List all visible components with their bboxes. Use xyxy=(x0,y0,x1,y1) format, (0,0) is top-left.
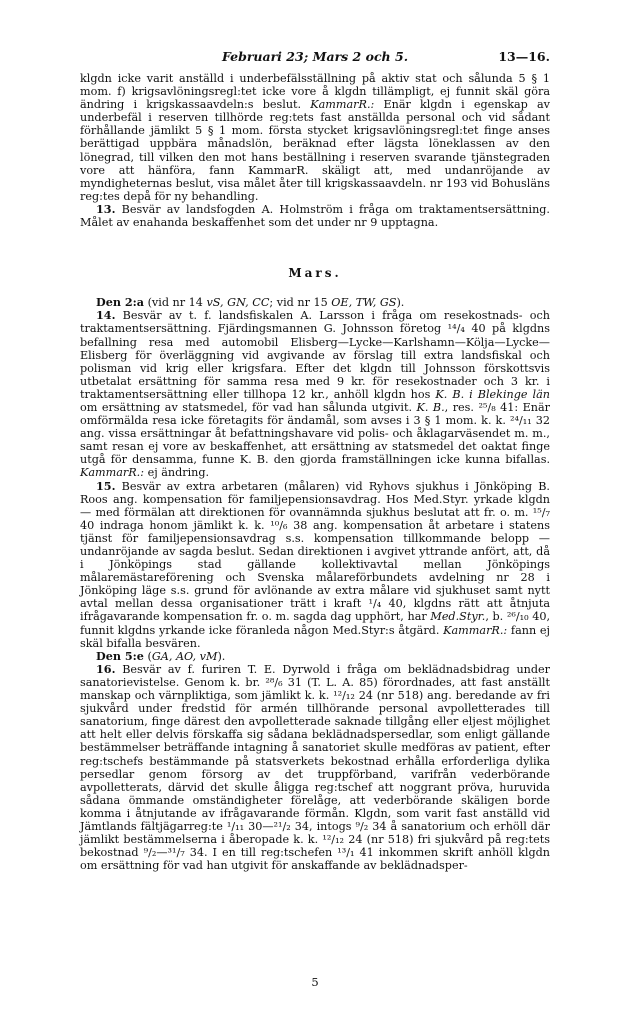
item-number: 14. xyxy=(96,308,116,323)
text-run: , b. xyxy=(485,610,507,624)
text-run: (vid nr 14 xyxy=(144,296,207,310)
kammar-label: KammarR.: xyxy=(80,466,145,480)
date-fraction: ¹/₁₁ 30—²¹/₂ 34 xyxy=(226,819,310,833)
date-fraction: ²⁶/₁₀ 40 xyxy=(506,610,547,624)
text-run: fann ej skäl bifalla besvären. xyxy=(80,623,550,650)
date-fraction: ¹²/₁₂ 24 xyxy=(333,689,373,703)
text-run: klgdn icke varit anställd i underbefälsställning på aktiv stat och sålunda 5 § 1 mom. f) krigsavlöningsregl:tet icke vore å klgdn tillämpligt, ej funnit skäl göra ändring i krigskassaavdeln:s beslut. xyxy=(80,72,550,112)
continuation-paragraph xyxy=(80,72,550,203)
date-label: Den 2:a xyxy=(96,295,145,310)
date-fraction: ²⁴/₁₁ 32 xyxy=(509,414,550,428)
text-run: på klgdns befallning resa med automobil Elisberg—Lycke—Karlshamn—Kölja—Lycke—Elisberg för överläggning vid avgivande av förslag till extra landsfiskal och polisman vid krig eller krigsfara. Efter det klgdn till Johnsson förskottsvis utbetalat ersättning för samma resa med 9 kr. för resekostnader och 3 kr. i traktamentsersättning eller tillhopa 12 kr., anhöll klgdn hos xyxy=(80,322,551,401)
authority-name: K. B. xyxy=(416,400,445,414)
text-run: , intogs xyxy=(309,819,356,833)
authority-name: Med.Styr. xyxy=(430,610,486,624)
text-run: Enär klgdn i egenskap av underbefäl i reserven tillhörde reg:tets fast anställda personal och vid sådant förhållande jämlikt 5 § 1 mom. första stycket krigsavlöningsregl:tet finge anses berättigad uppbära månadslön, beräknad efter lägsta löneklassen av den lönegrad, till vilken den mot hans beställning i reserven svarande tjänstegraden vore att hänföra, fann KammarR. skäligt att, med undanröjande av myndigheternas beslut, visa målet åter till krigskassaavdeln. nr 193 vid Bohusläns reg:tes depå för ny behandling. xyxy=(80,98,550,203)
date-fraction: ⁹/₂ 34 xyxy=(355,819,387,833)
date-fraction: ¹⁵/₇ 40 xyxy=(80,505,550,532)
text-run: Besvär av extra arbetaren (målaren) vid Ryhovs sjukhus i Jönköping B. Roos ang. kompensation för familjepensionsavdrag. Hos Med.Styr. yrkade klgdn — med förmälan att direktionen för ovannämnda sjukhus beslutat att fr. o. m. xyxy=(80,479,550,519)
text-run: Besvär av landsfogden A. Holmström i fråga om traktamentsersättning. Målet av enahanda beskaffenhet som det under nr 9 upptagna. xyxy=(80,202,550,230)
date-fraction: ⁹/₂—³¹/₇ 34 xyxy=(143,846,204,860)
page-number: 5 xyxy=(311,975,319,989)
date-fraction: ¹²/₁₂ 24 xyxy=(322,833,363,847)
text-run: , funnit klgdns yrkande icke föranleda någon Med.Styr:s åtgärd. xyxy=(80,610,550,637)
date-fraction: ¹/₄ 40 xyxy=(368,597,403,611)
text-run: ( xyxy=(143,649,152,663)
text-run: : Enär omförmälda resa icke företagits för ändamål, som avses i 3 § 1 mom. k. k. xyxy=(80,400,551,428)
members-list: vS, GN, CC xyxy=(206,296,270,310)
text-run: ang. vissa ersättningar åt befattningshavare vid polis- och åklagarväsendet m. m., samt resan ej vore av beskaffenhet, att ersättning av statsmedel det oaktat finge utgå för densamma, funne K. B. den gjorda framställningen icke kunna bifallas. xyxy=(80,427,550,467)
members-list: OE, TW, GS xyxy=(331,296,397,310)
text-run: ang. kompensation åt arbetare i statens tjänst för familjepensionsavdrag s.s. kompensation tillkommande belopp — undanröjande av sagda beslut. Sedan direktionen i avgivet yttrande anfört, att, då i Jönköpings stad gällande kollektivavtal mellan Jönköpings målaremästareförening och Svenska målareförbundets avdelning nr 28 i Jönköping läge s.s. grund för avlönande av extra målare vid sjukhuset samt nytt avtal mellan dessa organisationer trätt i kraft xyxy=(80,518,550,611)
item-13 xyxy=(80,203,550,229)
header-page-range: 13—16. xyxy=(498,49,550,64)
text-run: å sanatorium och erhöll där jämlikt bestämmelserna i åberopade k. k. xyxy=(80,819,550,847)
text-run: Besvär av f. furiren T. E. Dyrwold i fråga om beklädnadsbidrag under sanatorievistelse. Genom k. br. xyxy=(80,662,550,689)
date-fraction: ²⁸/₆ 31 xyxy=(265,675,302,689)
item-16 xyxy=(80,663,550,873)
date-fraction: ¹⁰/₆ 38 xyxy=(270,518,308,532)
date-heading-2 xyxy=(80,296,550,309)
authority-name: K. B. i Blekinge län xyxy=(435,387,550,401)
text-run: om ersättning av statsmedel, för vad han sålunda utgivit. xyxy=(80,400,417,414)
date-fraction: ¹⁴/₄ 40 xyxy=(447,322,486,336)
running-header xyxy=(80,50,550,72)
text-run: Besvär av t. f. landsfiskalen A. Larsson i fråga om resekostnads- och traktamentsersättning. Fjärdingsmannen G. Johnsson företog xyxy=(80,309,550,336)
item-number: 15. xyxy=(96,478,116,493)
text-run: ej ändring. xyxy=(144,466,210,480)
text-run: (nr 518) ang. beredande av fri sjukvård under fredstid för armén tillhörande personal avpolletterades till sanatorium, finge därest den avpolletterade saknade tillgång eller eljest möjlighet att helt eller delvis förskaffa sig sådana beklädnadspersedlar, som enligt gällande bestämmelser beträffande intagning å sanatoriet skulle medföras av patient, efter reg:tschefs bestämmande på statsverkets bekostnad erhålla erforderliga dylika persedlar genom försorg av det truppförband, varifrån vederbörande avpolletterats, därvid det skulle åligga reg:tschef att noggrant pröva, huruvida sådana ömmande omständigheter förelåge, att vederbörande skäligen borde komma i åtnjutande av ifrågavarande förmån. Klgdn, som varit fast anställd vid Jämtlands fältjägarreg:te xyxy=(80,689,550,833)
text-run: (T. L. A. 85) förordnades, att fast anställt manskap och värnpliktiga, som jämlikt k. k. xyxy=(80,675,551,703)
date-fraction: ¹³/₁ 41 xyxy=(337,846,374,860)
text-run: (nr 518) fri sjukvård på reg:tets bekostnad xyxy=(80,833,550,860)
date-label: Den 5:e xyxy=(96,648,144,663)
members-list: GA, AO, vM xyxy=(151,649,218,663)
text-run: ). xyxy=(396,296,405,310)
header-title: Februari 23; Mars 2 och 5. xyxy=(221,49,409,64)
date-fraction: ²⁵/₈ 41 xyxy=(478,400,515,414)
text-run: inkommen skrift anhöll klgdn om ersättning för vad han utgivit för anskaffande av beklädnadsper- xyxy=(80,846,550,873)
kammar-label: KammarR.: xyxy=(310,98,375,112)
item-number: 13. xyxy=(96,201,116,216)
date-heading-5 xyxy=(80,650,550,663)
kammar-label: KammarR.: xyxy=(443,623,508,637)
text-run: , klgdns rätt att åtnjuta ifrågavarande kompensation fr. o. m. sagda dag upphört, har xyxy=(80,597,550,624)
item-15 xyxy=(80,480,550,650)
text-run: , res. xyxy=(444,400,479,414)
text-run: indraga honom jämlikt k. k. xyxy=(94,518,271,532)
section-title: Mars. xyxy=(288,266,342,281)
item-number: 16. xyxy=(96,661,116,676)
text-run: . I en till reg:tschefen xyxy=(203,846,338,860)
item-14 xyxy=(80,309,550,479)
document-page xyxy=(80,49,551,989)
text-run: ). xyxy=(217,649,226,663)
text-run: ; vid nr 15 xyxy=(269,296,332,310)
